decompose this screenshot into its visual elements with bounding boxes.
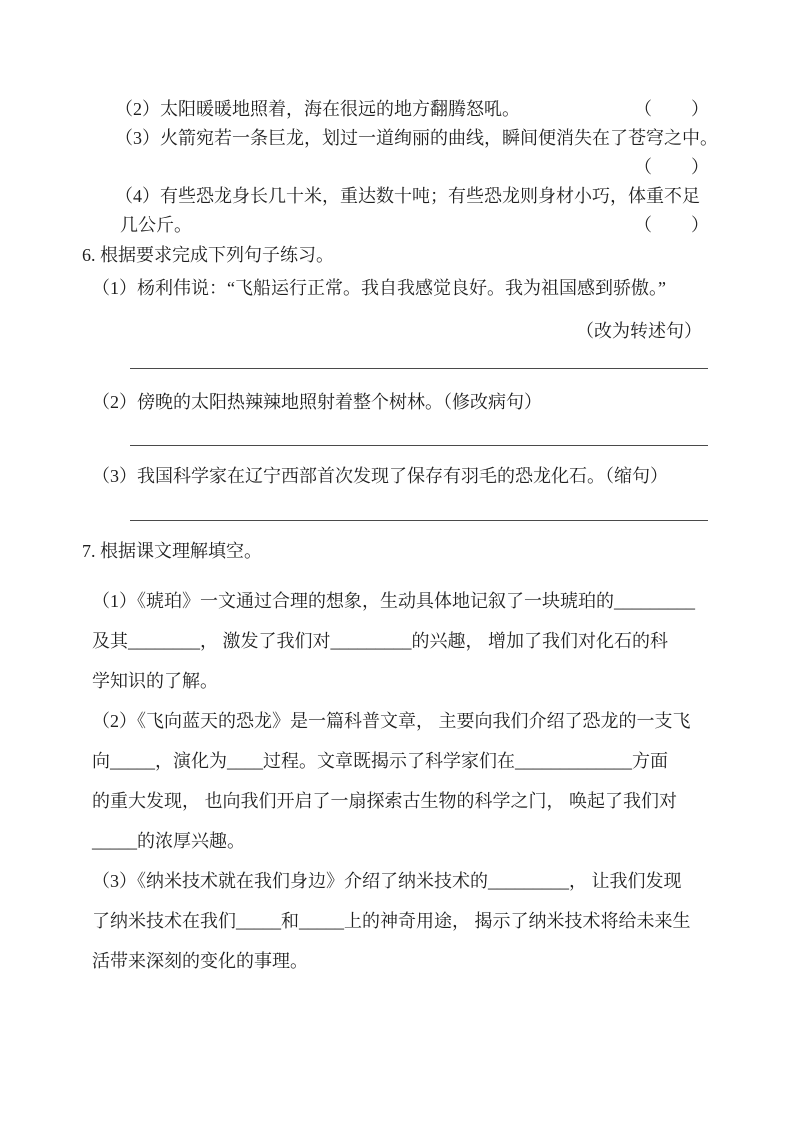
question5-item-3 — [82, 124, 718, 153]
question7-item-1-line: （1）《琥珀》一文通过合理的想象，生动具体地记叙了一块琥珀的_________ — [92, 591, 695, 611]
answer-bracket: （ ） — [634, 215, 710, 235]
question7-item-2-line: 向_____，演化为____过程。文章既揭示了科学家们在_____________方面 — [92, 751, 668, 771]
question5-section — [82, 95, 718, 240]
question6-item-1-hint: （改为转述句） — [576, 321, 702, 341]
question6-item-3: （3）我国科学家在辽宁西部首次发现了保存有羽毛的恐龙化石。（缩句） — [92, 466, 668, 486]
question6-title: 6. 根据要求完成下列句子练习。 — [82, 245, 334, 265]
question7-item-2-line: _____的浓厚兴趣。 — [92, 831, 245, 851]
answer-blank-line — [130, 445, 708, 446]
question5-item-4 — [82, 182, 710, 211]
question5-item-3-text: （3）火箭宛若一条巨龙，划过一道绚丽的曲线，瞬间便消失在了苍穹之中。 — [115, 128, 718, 148]
question6-item-1: （1）杨利伟说：“飞船运行正常。我自我感觉良好。我为祖国感到骄傲。” — [92, 278, 666, 298]
question7-item-3-line: 活带来深刻的变化的事理。 — [92, 951, 308, 971]
question5-item-2 — [82, 95, 710, 124]
question7-item-1-line: 及其________， 激发了我们对_________的兴趣， 增加了我们对化石的科 — [92, 631, 668, 651]
question5-item-4-cont — [82, 211, 710, 240]
question6-item-2: （2）傍晚的太阳热辣辣地照射着整个树林。（修改病句） — [92, 392, 542, 412]
question5-item-3-bracket-row — [82, 153, 710, 182]
question5-item-2-text: （2）太阳暖暖地照着，海在很远的地方翻腾怒吼。 — [115, 99, 520, 119]
question5-item-4-text: （4）有些恐龙身长几十米，重达数十吨；有些恐龙则身材小巧，体重不足 — [115, 186, 700, 206]
answer-bracket: （ ） — [634, 157, 710, 177]
answer-blank-line — [130, 520, 708, 521]
question6-section — [82, 241, 710, 521]
question7-item-1-line: 学知识的了解。 — [92, 671, 218, 691]
question7-section — [82, 581, 710, 981]
answer-blank-line — [130, 368, 708, 369]
question7-item-3-line: （3）《纳米技术就在我们身边》介绍了纳米技术的_________， 让我们发现 — [92, 871, 682, 891]
question7-item-2-line: 的重大发现， 也向我们开启了一扇探索古生物的科学之门， 唤起了我们对 — [92, 791, 677, 811]
question7-item-2-line: （2）《飞向蓝天的恐龙》是一篇科普文章， 主要向我们介绍了恐龙的一支飞 — [92, 711, 691, 731]
question7-title: 7. 根据课文理解填空。 — [82, 541, 262, 561]
question5-item-4-cont-text: 几公斤。 — [120, 215, 192, 235]
question7-item-3-line: 了纳米技术在我们_____和_____上的神奇用途， 揭示了纳米技术将给未来生 — [92, 911, 691, 931]
answer-bracket: （ ） — [634, 99, 710, 119]
